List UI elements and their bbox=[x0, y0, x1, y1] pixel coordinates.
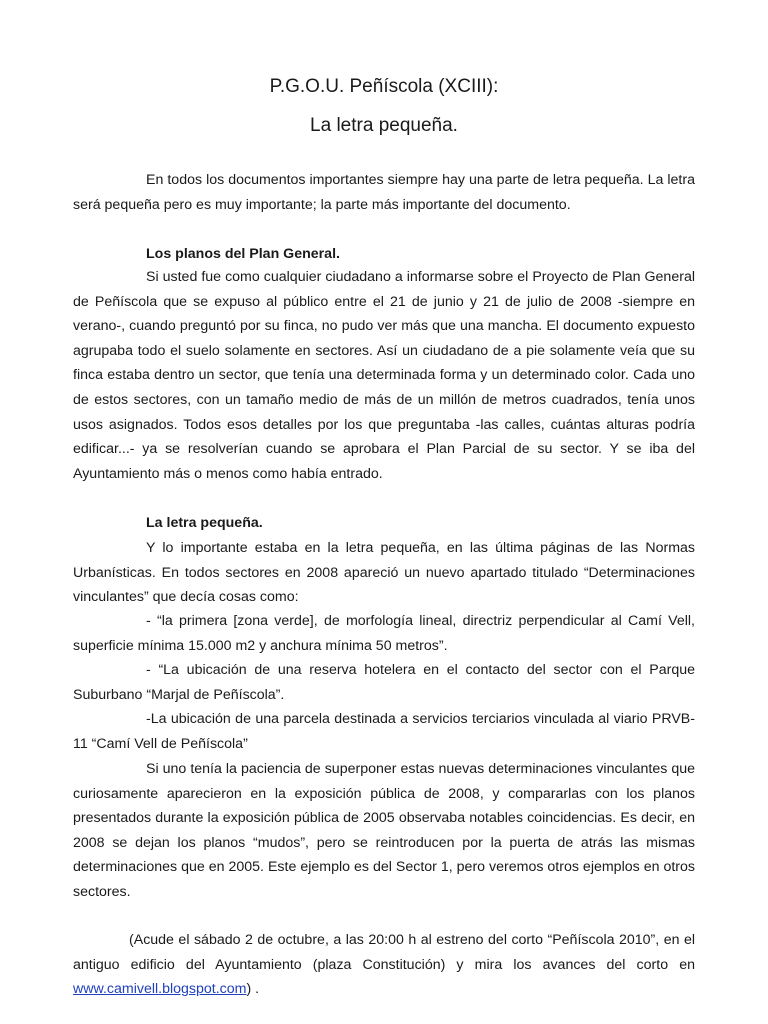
footer-tail: ) . bbox=[246, 981, 260, 998]
footer-note bbox=[73, 928, 695, 1002]
quote-item: - “La ubicación de una reserva hotelera en el contacto del sector con el Parque Suburbano “Marjal de Peñíscola”. bbox=[73, 662, 695, 703]
quote-item: -La ubicación de una parcela destinada a servicios terciarios vinculada al viario PRVB-11 “Camí Vell de Peñíscola” bbox=[73, 711, 695, 752]
document-title: P.G.O.U. Peñíscola (XCIII): bbox=[269, 76, 499, 97]
section-heading-letra: La letra pequeña. bbox=[146, 515, 263, 531]
document-subtitle: La letra pequeña. bbox=[310, 115, 458, 136]
section-body-planos: Si usted fue como cualquier ciudadano a informarse sobre el Proyecto de Plan General de Peñíscola que se expuso al público entre el 21 de junio y 21 de julio de 2008 -siempre en verano-, cuando preguntó por su finca, no pudo ver más que una mancha. El documento expuesto agrupaba todo el suelo solamente en sectores. Así un ciudadano de a pie solamente veía que su finca estaba dentro un sector, que tenía una determinada forma y un determinado color. Cada uno de estos sectores, con un tamaño medio de más de un millón de metros cuadrados, tenía unos usos asignados. Todos esos detalles por los que preguntaba -las calles, cuántas alturas podría edificar...- ya se resolverían cuando se aprobara el Plan Parcial de su sector. Y se iba del Ayuntamiento más o menos como había entrado. bbox=[73, 269, 695, 482]
section-paragraph-letra: Y lo importante estaba en la letra pequeña, en las última páginas de las Normas Urbanísticas. En todos sectores en 2008 apareció un nuevo apartado titulado “Determinaciones vinculantes” que decía cosas como: bbox=[73, 540, 695, 606]
blog-link[interactable]: www.camivell.blogspot.com bbox=[73, 981, 247, 998]
footer-text: (Acude el sábado 2 de octubre, a las 20:00 h al estreno del corto “Peñíscola 2010”, en el antiguo edificio del Ayuntamiento (plaza Constitución) y mira los avances del corto en bbox=[73, 932, 695, 973]
intro-paragraph: En todos los documentos importantes siempre hay una parte de letra pequeña. La letra será pequeña pero es muy importante; la parte más importante del documento. bbox=[73, 172, 695, 213]
section-heading-planos: Los planos del Plan General. bbox=[146, 246, 340, 262]
section-paragraph-letra-2: Si uno tenía la paciencia de superponer estas nuevas determinaciones vinculantes que curiosamente aparecieron en la exposición pública de 2008, y compararlas con los planos presentados durante la exposición pública de 2005 observaba notables coincidencias. Es decir, en 2008 se dejan los planos “mudos”, pero se reintroducen por la puerta de atrás las mismas determinaciones que en 2005. Este ejemplo es del Sector 1, pero veremos otros ejemplos en otros sectores. bbox=[73, 761, 695, 900]
quote-item: - “la primera [zona verde], de morfología lineal, directriz perpendicular al Camí Vell, superficie mínima 15.000 m2 y anchura mínima 50 metros”. bbox=[73, 613, 695, 654]
